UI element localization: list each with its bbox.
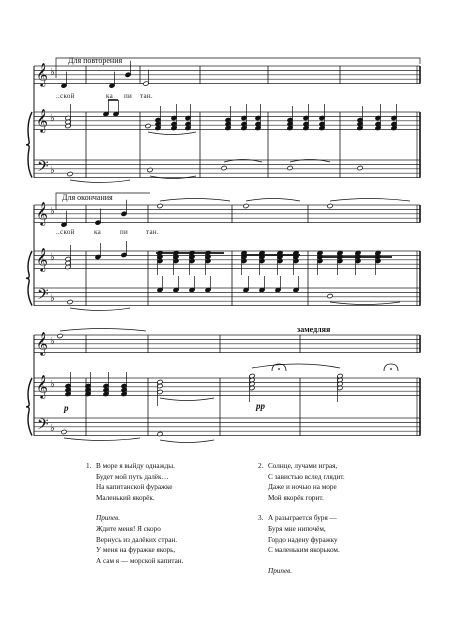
- note-head: [357, 165, 363, 170]
- note-head: [327, 293, 333, 298]
- lyric-syllable: ка: [106, 92, 114, 100]
- slur: [252, 364, 340, 368]
- verse-line: 2. Солнце, лучами играя,: [258, 462, 338, 470]
- chorus-line: Ждите меня! Я скоро: [96, 524, 161, 533]
- note-head: [67, 299, 73, 304]
- verse-line: Буря мне нипочём,: [268, 524, 326, 533]
- lyric-syllable: ..ской: [56, 228, 75, 236]
- note-head: [67, 171, 73, 176]
- key-signature-flat: ♭: [50, 423, 55, 434]
- note-head: [243, 203, 249, 208]
- verse-line: На капитанской фуражке: [96, 483, 173, 492]
- treble-clef: 𝄞: [36, 62, 48, 86]
- tie: [148, 132, 196, 135]
- note-head: [157, 203, 163, 208]
- key-signature-flat: ♭: [50, 67, 55, 78]
- verse-line: Маленький якорёк.: [96, 493, 155, 502]
- verse-line: С завистью вслед глядит.: [268, 472, 345, 481]
- chorus-line: А сам я — морской капитан.: [96, 556, 184, 565]
- key-signature-flat: ♭: [50, 379, 55, 390]
- tie: [330, 302, 400, 305]
- note-head: [287, 165, 293, 170]
- note-head: [221, 165, 227, 170]
- note-head: [145, 123, 151, 128]
- verse-line: Гордо надену фуражку: [268, 535, 338, 544]
- note-head: [327, 203, 333, 208]
- treble-clef: 𝄞: [36, 247, 48, 271]
- tie: [60, 329, 146, 332]
- note-head: [57, 333, 63, 338]
- tie: [64, 438, 140, 441]
- dynamic-marking: p: [64, 403, 69, 413]
- lyric-syllable: ..ской: [56, 92, 75, 100]
- verse-line: 1. В море я выйду однажды.: [86, 462, 175, 470]
- key-signature-flat: ♭: [50, 293, 55, 304]
- verse-line: 3. А разыграется буря —: [258, 514, 337, 523]
- volta-repeat-label: Для повторения: [68, 56, 123, 65]
- tie: [246, 199, 300, 202]
- lyric-syllable: пи: [124, 92, 133, 100]
- tempo-marking: замедляя: [297, 325, 331, 334]
- verse-number: 3.: [258, 514, 264, 523]
- note-head: [61, 429, 67, 434]
- bass-clef: 𝄢: [37, 286, 49, 307]
- bass-clef: 𝄢: [37, 158, 49, 179]
- piano-brace: [26, 251, 32, 306]
- treble-clef: 𝄞: [36, 331, 48, 355]
- verse-number: 2.: [258, 462, 264, 470]
- treble-clef: 𝄞: [36, 108, 48, 132]
- key-signature-flat: ♭: [50, 252, 55, 263]
- piano-brace: [26, 112, 32, 178]
- chorus-label: Припев.: [96, 514, 121, 523]
- chorus-line: Вернусь из далёких стран.: [96, 535, 178, 544]
- tie: [70, 308, 130, 311]
- verses-left-column: [86, 461, 183, 566]
- lyric-syllable: тан.: [146, 228, 159, 236]
- treble-clef: 𝄞: [36, 374, 48, 398]
- lyric-syllable: тан.: [140, 92, 153, 100]
- volta-ending-label: Для окончания: [62, 193, 113, 202]
- tie: [160, 440, 214, 443]
- key-signature-flat: ♭: [50, 113, 55, 124]
- piano-brace: [26, 378, 32, 436]
- chorus-label: Припев.: [268, 566, 293, 575]
- fermata-dot: [278, 368, 280, 370]
- verse-line: Будет мой путь далёк…: [96, 472, 169, 481]
- key-signature-flat: ♭: [50, 336, 55, 347]
- lyric-syllable: пи: [120, 228, 129, 236]
- bass-clef: 𝄢: [37, 416, 49, 437]
- dynamic-marking: pp: [256, 401, 265, 411]
- note-head: [147, 167, 153, 172]
- fermata-dot: [390, 368, 392, 370]
- fermata: [384, 364, 398, 371]
- verse-number: 1.: [86, 462, 92, 470]
- key-signature-flat: ♭: [50, 165, 55, 176]
- tie: [160, 199, 230, 202]
- treble-clef: 𝄞: [36, 201, 48, 225]
- verses-right-column: [258, 461, 345, 576]
- verse-line: С маленьким якорьком.: [268, 546, 340, 555]
- tie: [330, 199, 410, 202]
- verse-line: Даже и ночью на море: [268, 483, 337, 492]
- verse-line: Мой якорёк горит.: [268, 493, 324, 502]
- tie: [70, 180, 130, 183]
- lyric-syllable: ка: [94, 228, 102, 236]
- chorus-line: У меня на фуражке якорь,: [96, 546, 176, 555]
- tie: [160, 398, 214, 401]
- key-signature-flat: ♭: [50, 206, 55, 217]
